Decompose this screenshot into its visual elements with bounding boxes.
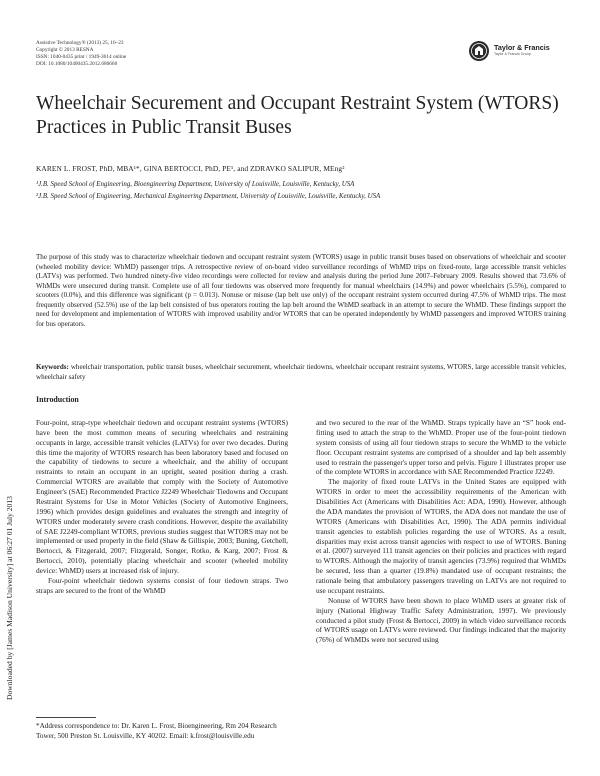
abstract: The purpose of this study was to characterize wheelchair tiedown and occupant restraint system (WTORS) usage in public transit buses based on observations of wheelchair and scooter (wheeled mobility device: WhMD) passenger trips. A retrospective review of on-board video surveillance recordings of WhMD trips on fixed-route, large accessible transit vehicles (LATVs) was performed. Two hundred ninety-five video recordings were collected for review and analysis during the period June 2007–February 2009. Results showed that 73.6% of WhMDs were unsecured during transit. Complete use of all four tiedowns was observed more frequently for manual wheelchairs (14.9%) and power wheelchairs (5.5%), compared to scooters (0.0%), and this difference was significant (p = 0.013). Nonuse or misuse (lap belt use only) of the occupant restraint system occurred during 47.5% of WhMD trips. The most frequently observed (52.5%) use of the lap belt consisted of bus operators routing the lap belt around the WhMD seatback in an attempt to secure the WhMD. These findings support the need for development and implementation of WTORS with improved usability and/or WTORS that can be operated independently by WhMD passengers and improved WTORS training for bus operators. — [36, 253, 566, 328]
paragraph: Four-point, strap-type wheelchair tiedown and occupant restraint systems (WTORS) have been the most common means of securing wheelchairs and restraining occupants in large, accessible transit vehicles (LATVs) for over two decades. During this time the majority of WTORS research has been laboratory based and focused on the capability of tiedowns to secure a wheelchair, and the ability of occupant restraints to retain an occupant in an upright, seated position during a crash. Commercial WTORS are available that comply with the Society of Automotive Engineer's (SAE) Recommended Practice J2249 Wheelchair Tiedowns and Occupant Restraint Systems for Use in Motor Vehicles (Society of Automotive Engineers, 1996) which provides design guidelines and evaluates the strength and integrity of WTORS under moderately severe crash conditions. However, despite the availability of SAE J2249-compliant WTORS, previous studies suggest that WTORS may not be implemented or used properly in the field (Shaw & Gillispie, 2003; Buning, Getchell, Bertocci, & Fitzgerald, 2007; Fitzgerald, Songer, Rotko, & Karg, 2007; Frost & Bertocci, 2010), potentially placing wheelchair and scooter (wheeled mobility device: WhMD) users at increased risk of injury. — [36, 417, 288, 575]
paragraph: Four-point wheelchair tiedown systems consist of four tiedown straps. Two straps are secured to the front of the WhMD — [36, 575, 288, 595]
journal-doi: DOI: 10.1080/10400435.2012.680660 — [36, 61, 118, 67]
publisher-logo — [468, 38, 578, 64]
correspondence-footnote: *Address correspondence to: Dr. Karen L. Frost, Bioengineering, Rm 204 Research Tower, 500 Preston St. Louisville, KY 40202. Email: k.frost@louisville.edu — [36, 722, 277, 740]
journal-header — [36, 40, 126, 68]
article-title: Wheelchair Securement and Occupant Restraint System (WTORS) Practices in Public Transit Buses — [36, 93, 559, 138]
keywords-label: Keywords: — [36, 363, 69, 371]
publisher-name: Taylor & Francis — [494, 43, 550, 52]
author-list: KAREN L. FROST, PhD, MBA¹*, GINA BERTOCCI, PhD, PE¹, and ZDRAVKO SALIPUR, MEng² — [36, 164, 345, 173]
paragraph: Nonuse of WTORS have been shown to place WhMD users at greater risk of injury (National Highway Traffic Safety Administration, 1997). We previously conducted a pilot study (Frost & Bertocci, 2009) in which video surveillance records of WTORS usage on LATVs were reviewed. Our findings indicated that the majority (76%) of WhMDs were not secured using — [316, 595, 566, 645]
body-column-right — [316, 418, 566, 645]
journal-citation: Assistive Technology® (2013) 25, 16–23 — [36, 40, 124, 46]
body-column-left — [36, 395, 288, 596]
keywords-text: wheelchair transportation, public transit buses, wheelchair securement, wheelchair tiedowns, wheelchair occupant restraint systems, WTORS, large accessible transit vehicles, wheelchair safety — [36, 363, 566, 381]
download-watermark: Downloaded by [James Madison University] at 06:27 01 July 2013 — [5, 496, 14, 700]
section-heading-introduction: Introduction — [36, 395, 79, 404]
affiliation-2: ²J.B. Speed School of Engineering, Mechanical Engineering Department, University of Louisville, Louisville, Kentucky, USA — [36, 193, 381, 200]
taylor-francis-logo-icon — [468, 40, 490, 62]
paragraph: and two secured to the rear of the WhMD. Straps typically have an “S” hook end-fitting used to attach the strap to the WhMD. Proper use of the four-point tiedown system consists of using all four tiedown straps to secure the WhMD to the vehicle floor. Occupant restraint systems are comprised of a shoulder and lap belt assembly used to restrain the passenger's upper torso and pelvis. Figure 1 illustrates proper use of the complete WTORS in accordance with SAE Recommended Practice J2249. — [316, 418, 566, 477]
journal-copyright: Copyright © 2013 RESNA — [36, 47, 94, 53]
affiliation-1: ¹J.B. Speed School of Engineering, Bioengineering Department, University of Louisville, Louisville, Kentucky, USA — [36, 181, 355, 188]
keywords — [36, 363, 566, 382]
publisher-subtitle: Taylor & Francis Group — [494, 52, 531, 56]
paragraph: The majority of fixed route LATVs in the United States are equipped with WTORS in order to meet the accessibility requirements of the American with Disabilities Act (Americans with Disabilities Act: ADA, 1990). However, although the ADA mandates the provision of WTORS, the ADA does not mandate the use of WTORS (Americans with Disabilities Act, 1990). The ADA permits individual transit agencies to establish policies regarding the use of WTORS. As a result, disparities may exist across transit agencies with respect to use of WTORS. Buning et al. (2007) surveyed 111 transit agencies on their policies and practices with regard to WTORS. Although the majority of transit agencies (73.9%) required that WhMDs be secured, less than a quarter (19.8%) mandated use of occupant restraints; the rationale being that ambulatory passengers traveling on LATVs are not required to use occupant restraints. — [316, 477, 566, 595]
footnote-divider — [36, 717, 96, 718]
journal-issn: ISSN: 1040-0435 print / 1949-3614 online — [36, 54, 127, 60]
